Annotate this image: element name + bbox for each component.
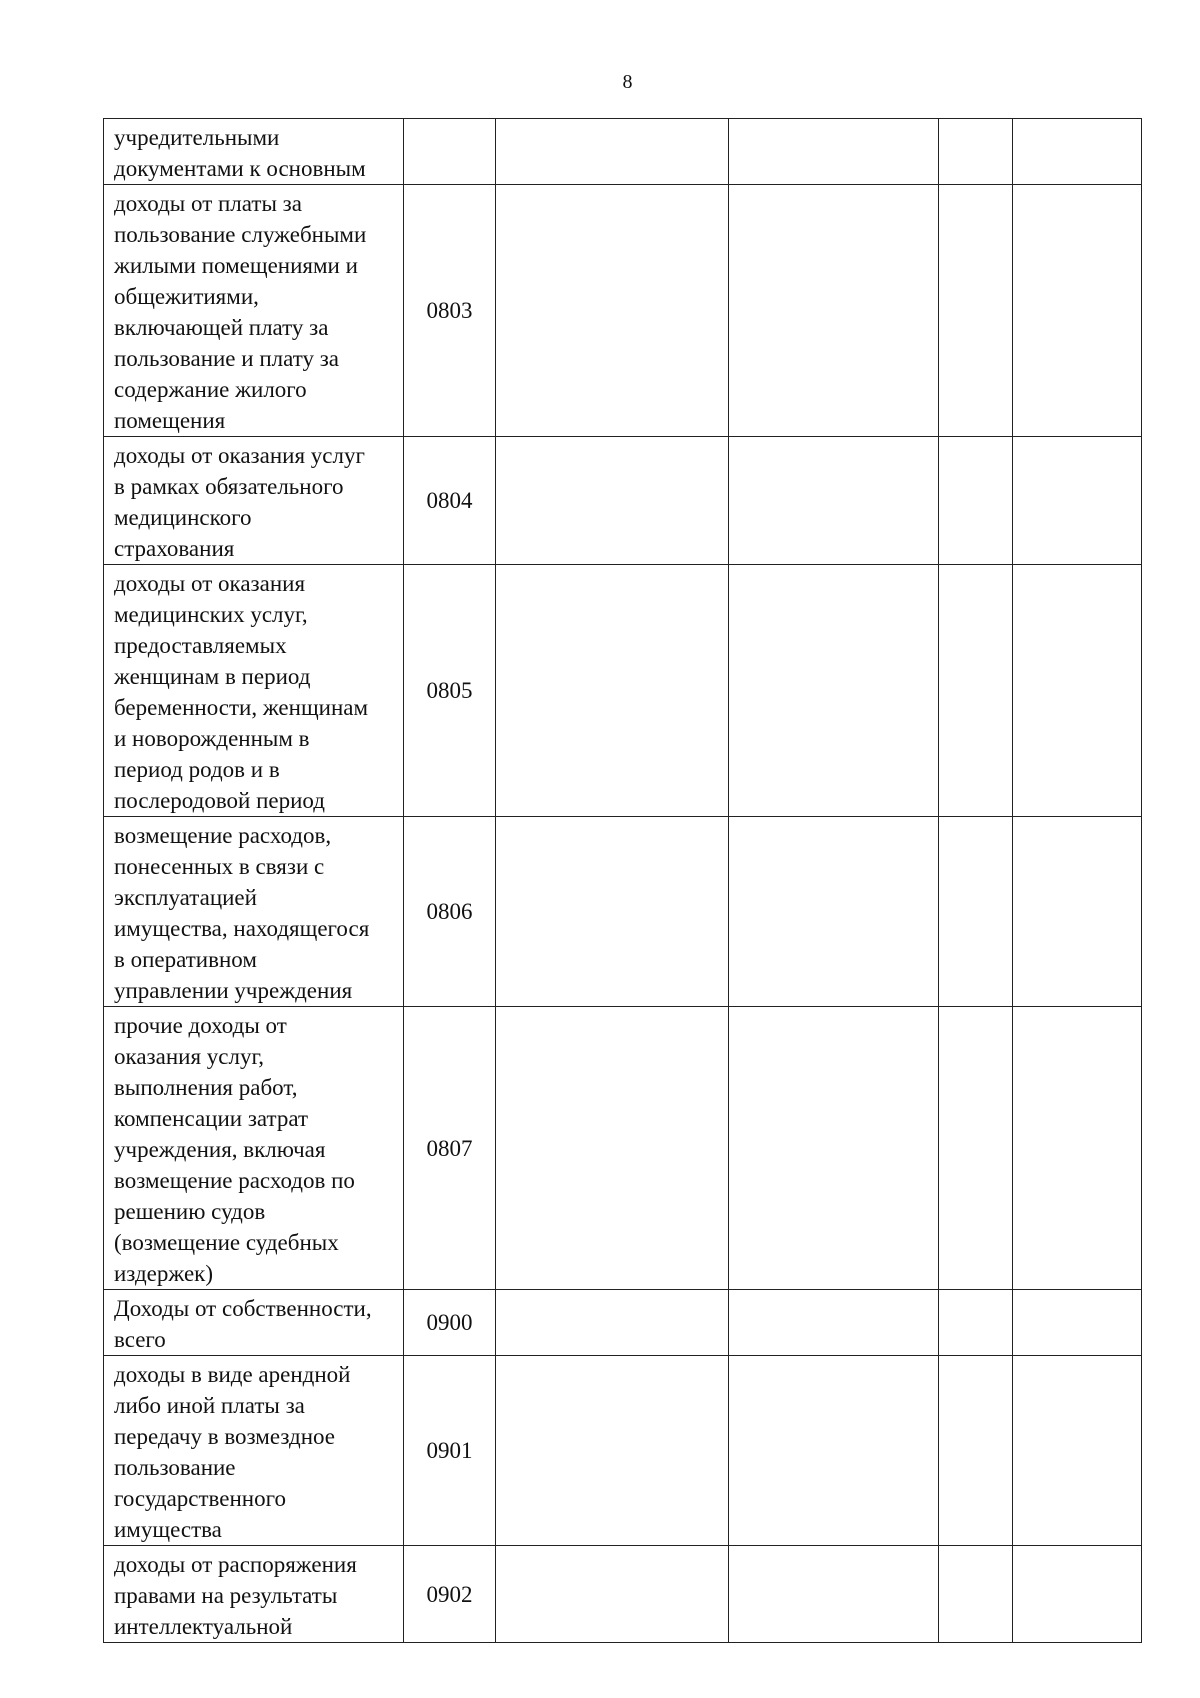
row-value-cell (939, 817, 1013, 1007)
row-name-cell (104, 1546, 404, 1643)
table-row (104, 1290, 1142, 1356)
row-name-line: предоставляемых (114, 633, 287, 658)
row-name-line: женщинам в период (114, 664, 311, 689)
row-value-cell (939, 1546, 1013, 1643)
row-name-line: правами на результаты (114, 1583, 338, 1608)
row-name-cell (104, 565, 404, 817)
row-name-line: жилыми помещениями и (114, 253, 358, 278)
row-name-line: либо иной платы за (114, 1393, 305, 1418)
row-name-line: и новорожденным в (114, 726, 310, 751)
row-value-cell (729, 437, 939, 565)
row-value-cell (729, 119, 939, 185)
row-value-cell (496, 1546, 729, 1643)
row-value-cell (1013, 1546, 1142, 1643)
row-value-cell (729, 185, 939, 437)
row-name-cell (104, 1290, 404, 1356)
row-name-line: содержание жилого (114, 377, 307, 402)
row-name-line: доходы от оказания услуг (114, 443, 365, 468)
row-value-cell (939, 1290, 1013, 1356)
row-code-cell: 0902 (404, 1546, 496, 1643)
row-value-cell (939, 1356, 1013, 1546)
row-code-cell: 0807 (404, 1007, 496, 1290)
row-name-cell (104, 817, 404, 1007)
row-value-cell (729, 1007, 939, 1290)
row-value-cell (496, 1290, 729, 1356)
row-value-cell (496, 817, 729, 1007)
table-body (104, 119, 1142, 1643)
row-name-line: доходы от платы за (114, 191, 302, 216)
row-name-line: выполнения работ, (114, 1075, 298, 1100)
row-value-cell (729, 817, 939, 1007)
row-name-line: имущества, находящегося (114, 916, 370, 941)
row-code-cell: 0806 (404, 817, 496, 1007)
row-name-line: период родов и в (114, 757, 280, 782)
row-value-cell (939, 119, 1013, 185)
row-name-line: медицинских услуг, (114, 602, 308, 627)
row-name-line: доходы от распоряжения (114, 1552, 357, 1577)
row-name-line: общежитиями, (114, 284, 259, 309)
row-name-line: возмещение расходов по (114, 1168, 355, 1193)
row-name-cell (104, 1356, 404, 1546)
page-number: 8 (622, 71, 633, 93)
row-code-cell (404, 119, 496, 185)
row-code-cell: 0901 (404, 1356, 496, 1546)
row-value-cell (939, 1007, 1013, 1290)
row-value-cell (1013, 1007, 1142, 1290)
row-name-cell (104, 119, 404, 185)
row-name-line: передачу в возмездное (114, 1424, 336, 1449)
row-value-cell (939, 437, 1013, 565)
row-name-cell (104, 185, 404, 437)
row-name-line: доходы в виде арендной (114, 1362, 351, 1387)
table-row (104, 1007, 1142, 1290)
row-value-cell (729, 1546, 939, 1643)
row-name-line: эксплуатацией (114, 885, 257, 910)
table-row (104, 119, 1142, 185)
row-name-line: возмещение расходов, (114, 823, 332, 848)
row-name-line: послеродовой период (114, 788, 325, 813)
row-name-line: оказания услуг, (114, 1044, 265, 1069)
row-value-cell (496, 185, 729, 437)
row-value-cell (1013, 1290, 1142, 1356)
row-name-line: помещения (114, 408, 226, 433)
table-row (104, 185, 1142, 437)
row-value-cell (496, 437, 729, 565)
row-value-cell (939, 565, 1013, 817)
row-name-line: учредительными (114, 125, 280, 150)
row-name-line: в оперативном (114, 947, 257, 972)
row-name-line: пользование и плату за (114, 346, 340, 371)
row-name-line: беременности, женщинам (114, 695, 369, 720)
row-name-line: страхования (114, 536, 235, 561)
row-value-cell (496, 1007, 729, 1290)
row-name-line: доходы от оказания (114, 571, 306, 596)
table-row (104, 1356, 1142, 1546)
row-name-line: издержек) (114, 1261, 214, 1286)
row-name-line: медицинского (114, 505, 252, 530)
row-code-cell: 0805 (404, 565, 496, 817)
row-name-line: всего (114, 1327, 166, 1352)
row-value-cell (1013, 1356, 1142, 1546)
row-value-cell (1013, 119, 1142, 185)
row-name-line: (возмещение судебных (114, 1230, 339, 1255)
row-value-cell (729, 1356, 939, 1546)
table-row (104, 437, 1142, 565)
row-name-line: пользование (114, 1455, 236, 1480)
row-name-line: управлении учреждения (114, 978, 353, 1003)
row-value-cell (496, 565, 729, 817)
row-name-cell (104, 437, 404, 565)
row-name-line: включающей плату за (114, 315, 329, 340)
row-name-cell (104, 1007, 404, 1290)
row-code-cell: 0900 (404, 1290, 496, 1356)
report-table (103, 118, 1142, 1643)
row-value-cell (939, 185, 1013, 437)
row-code-cell: 0804 (404, 437, 496, 565)
row-name-line: решению судов (114, 1199, 266, 1224)
row-value-cell (1013, 817, 1142, 1007)
row-value-cell (729, 565, 939, 817)
table-row (104, 1546, 1142, 1643)
row-name-line: документами к основным (114, 156, 366, 181)
row-name-line: прочие доходы от (114, 1013, 287, 1038)
row-name-line: в рамках обязательного (114, 474, 344, 499)
row-name-line: имущества (114, 1517, 222, 1542)
row-value-cell (1013, 565, 1142, 817)
row-value-cell (1013, 437, 1142, 565)
row-value-cell (496, 119, 729, 185)
row-name-line: учреждения, включая (114, 1137, 326, 1162)
row-name-line: пользование служебными (114, 222, 367, 247)
row-code-cell: 0803 (404, 185, 496, 437)
row-value-cell (729, 1290, 939, 1356)
row-value-cell (1013, 185, 1142, 437)
table-row (104, 565, 1142, 817)
row-name-line: понесенных в связи с (114, 854, 325, 879)
row-name-line: интеллектуальной (114, 1614, 293, 1639)
row-value-cell (496, 1356, 729, 1546)
table-row (104, 817, 1142, 1007)
row-name-line: компенсации затрат (114, 1106, 309, 1131)
row-name-line: Доходы от собственности, (114, 1296, 372, 1321)
row-name-line: государственного (114, 1486, 286, 1511)
